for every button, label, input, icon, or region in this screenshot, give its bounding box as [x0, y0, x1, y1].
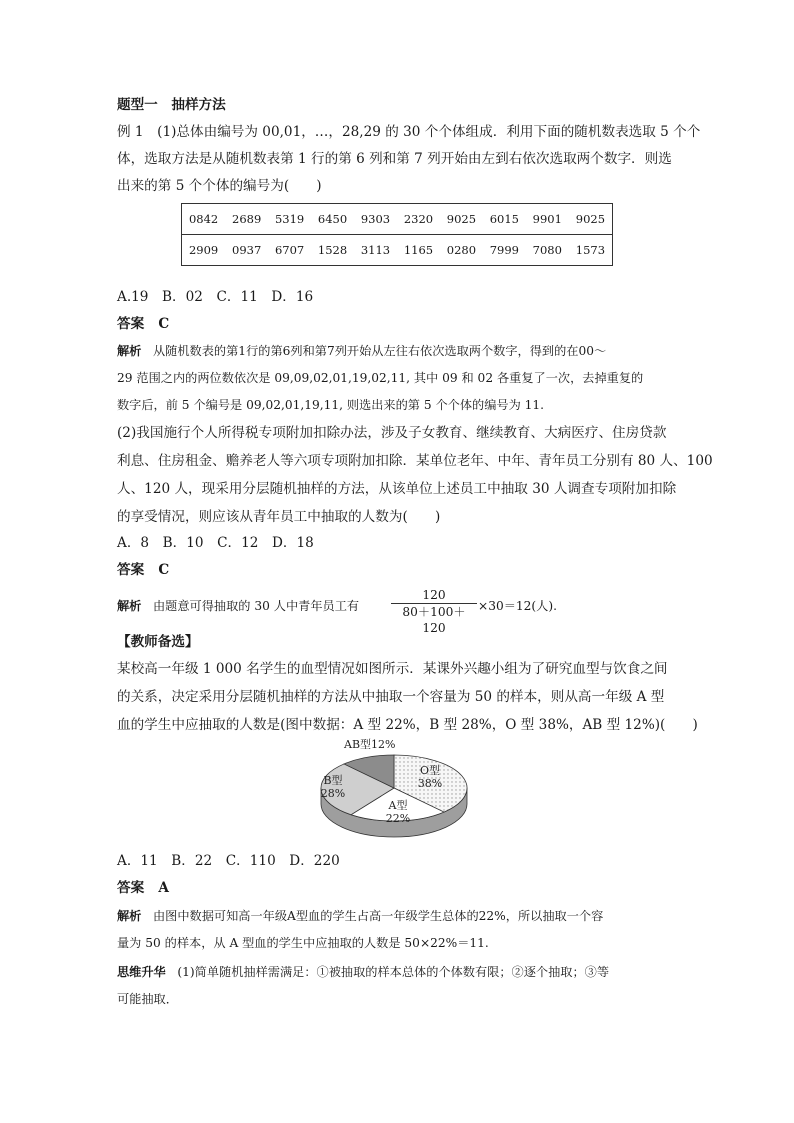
ex1-answer	[117, 314, 169, 334]
ex1-line-1: 例 1 (1)总体由编号为 00,01，…，28,29 的 30 个个体组成．利用下面的随机数表选取 5 个个	[117, 124, 701, 140]
ex2-options: A．8 B．10 C．12 D．18	[117, 535, 314, 551]
answer-value: C	[158, 316, 170, 332]
summary-line-2: 可能抽取．	[117, 992, 178, 1006]
teacher-line-3: 血的学生中应抽取的人数是(图中数据：A 型 22%，B 型 28%，O 型 38%，AB 型 12%)( )	[117, 717, 698, 733]
table-row	[182, 204, 613, 235]
pie-slice-name-2: B型	[323, 774, 343, 787]
table-row	[182, 235, 613, 266]
teacher-line-2: 的关系，决定采用分层随机抽样的方法从中抽取一个容量为 50 的样本，则从高一年级 A 型	[117, 689, 665, 705]
answer-label: 答案	[117, 562, 145, 578]
fraction-numerator: 120	[391, 587, 477, 604]
pie-slice-label-0: 38%	[417, 777, 443, 790]
table-cell: 6450	[311, 204, 354, 235]
ex1-options: A.19 B．02 C．11 D．16	[117, 289, 314, 305]
table-cell: 9901	[526, 204, 569, 235]
ex1-line-3: 出来的第 5 个个体的编号为( )	[117, 178, 322, 194]
table-cell: 0280	[446, 243, 477, 257]
analysis-text: 由题意可得抽取的 30 人中青年员工有	[153, 599, 360, 613]
table-cell: 6015	[483, 204, 526, 235]
fraction-denominator: 80＋100＋120	[402, 605, 466, 635]
analysis-label: 解析	[117, 599, 142, 613]
analysis-text: 由图中数据可知高一年级A型血的学生占高一年级学生总体的22%，所以抽取一个容	[153, 909, 604, 923]
table-cell: 0937	[232, 243, 262, 257]
summary-line-1	[117, 962, 609, 982]
table-cell: 7080	[532, 243, 562, 257]
table-cell: 5319	[268, 204, 311, 235]
answer-value: A	[158, 880, 169, 896]
pie-slice-name-0: O型	[419, 764, 441, 777]
ex2-line-4: 的享受情况，则应该从青年员工中抽取的人数为( )	[117, 509, 441, 525]
table-cell: 2909	[188, 243, 219, 257]
ex2-analysis-result: ×30＝12(人).	[478, 599, 557, 613]
teacher-analysis-line-2: 量为 50 的样本，从 A 型血的学生中应抽取的人数是 50×22%＝11.	[117, 936, 489, 950]
teacher-line-1: 某校高一年级 1 000 名学生的血型情况如图所示．某课外兴趣小组为了研究血型与饮食之间	[117, 661, 668, 677]
ex2-line-2: 利息、住房租金、赡养老人等六项专项附加扣除．某单位老年、中年、青年员工分别有 80 人、100	[117, 453, 713, 469]
analysis-text: 从随机数表的第1行的第6列和第7列开始从左往右依次选取两个数字，得到的在00～	[153, 344, 607, 358]
blood-type-pie-chart	[318, 736, 478, 844]
teacher-analysis-line-1	[117, 906, 603, 926]
table-cell: 9303	[354, 204, 397, 235]
summary-text: (1)简单随机抽样需满足：①被抽取的样本总体的个体数有限；②逐个抽取；③等	[177, 965, 610, 979]
analysis-label: 解析	[117, 909, 142, 923]
table-cell: 9025	[440, 204, 483, 235]
table-cell: 0842	[182, 204, 226, 235]
fraction	[391, 587, 477, 636]
teacher-options: A．11 B．22 C．110 D．220	[117, 853, 340, 869]
teacher-tag: 【教师备选】	[117, 634, 199, 650]
table-cell: 2320	[397, 204, 440, 235]
pie-slice-name-1: A型	[388, 799, 408, 812]
summary-label: 思维升华	[117, 965, 166, 979]
table-cell: 1528	[317, 243, 348, 257]
ex2-analysis	[117, 596, 359, 616]
ex2-line-3: 人、120 人，现采用分层随机抽样的方法，从该单位上述员工中抽取 30 人调查专项附加扣除	[117, 481, 677, 497]
table-cell: 6707	[274, 243, 305, 257]
analysis-label: 解析	[117, 344, 142, 358]
answer-value: C	[158, 562, 170, 578]
table-cell: 1165	[403, 243, 434, 257]
ex2-answer	[117, 560, 169, 580]
answer-label: 答案	[117, 880, 145, 896]
table-cell: 3113	[360, 243, 391, 257]
answer-label: 答案	[117, 316, 145, 332]
random-number-table	[181, 203, 613, 266]
ex1-line-2: 体，选取方法是从随机数表第 1 行的第 6 列和第 7 列开始由左到右依次选取两个数字．则选	[117, 151, 672, 167]
ex1-analysis-line-1	[117, 341, 606, 361]
section-title: 题型一 抽样方法	[117, 97, 226, 113]
pie-slice-label-2: 28%	[320, 787, 346, 800]
pie-slice-label-1: 22%	[385, 812, 411, 825]
ex2-line-1: (2)我国施行个人所得税专项附加扣除办法，涉及子女教育、继续教育、大病医疗、住房贷款	[117, 425, 667, 441]
table-cell: 1573	[575, 243, 606, 257]
pie-callout-ab: AB型12%	[344, 738, 396, 751]
ex1-analysis-line-3: 数字后，前 5 个编号是 09,02,01,19,11, 则选出来的第 5 个个体的编号为 11.	[117, 398, 545, 412]
table-cell: 9025	[569, 204, 613, 235]
ex1-analysis-line-2: 29 范围之内的两位数依次是 09,09,02,01,19,02,11, 其中 09 和 02 各重复了一次，去掉重复的	[117, 371, 644, 385]
teacher-answer	[117, 878, 169, 898]
table-cell: 2689	[225, 204, 268, 235]
table-cell: 7999	[489, 243, 519, 257]
